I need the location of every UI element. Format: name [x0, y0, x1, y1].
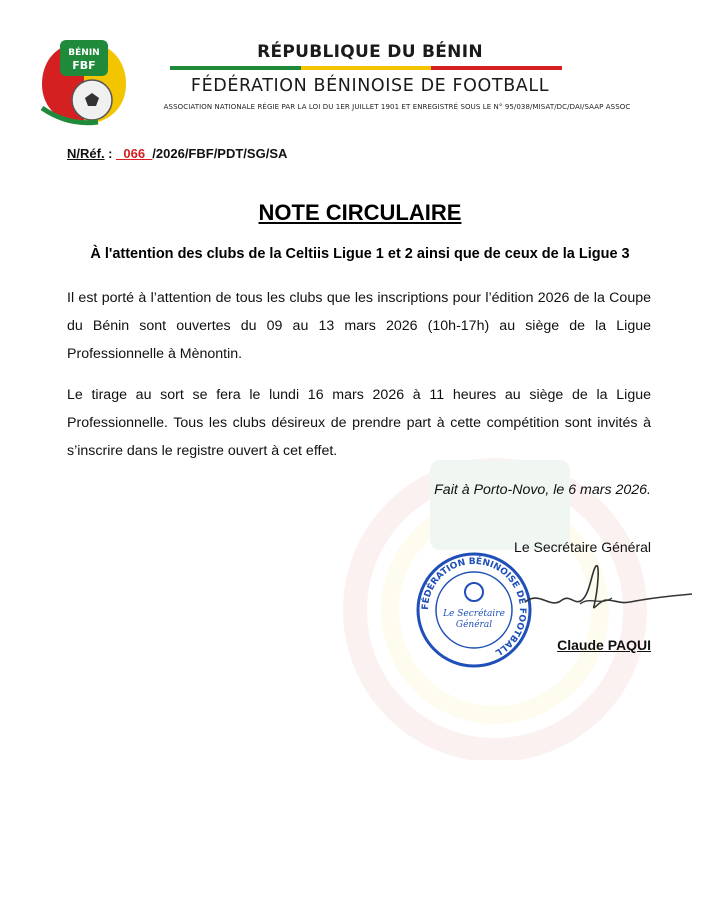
svg-text:BÉNIN: BÉNIN — [68, 48, 100, 58]
signatory-role: Le Secrétaire Général — [514, 539, 651, 555]
svg-text:Général: Général — [455, 620, 493, 630]
header-republic-title: RÉPUBLIQUE DU BÉNIN — [257, 42, 483, 62]
reference-label: N/Réf. — [67, 146, 105, 161]
document-subtitle: À l'attention des clubs de la Celtiis Ligue 1 et 2 ainsi que de ceux de la Ligue 3 — [90, 246, 630, 262]
official-stamp-icon — [414, 550, 534, 670]
reference-suffix: /2026/FBF/PDT/SG/SA — [152, 146, 288, 161]
svg-text:FÉDÉRATION BÉNINOISE DE FOOTBA: FÉDÉRATION BÉNINOISE DE FOOTBALL — [420, 556, 528, 658]
header-federation-title: FÉDÉRATION BÉNINOISE DE FOOTBALL — [190, 76, 550, 96]
fbf-logo-icon — [38, 38, 130, 128]
handwritten-signature-icon — [520, 560, 695, 620]
flag-stripe — [170, 66, 562, 70]
place-date: Fait à Porto-Novo, le 6 mars 2026. — [434, 482, 651, 498]
paragraph-registration: Il est porté à l’attention de tous les clubs que les inscriptions pour l’édition 2026 de la Coupe du Bénin sont ouvertes du 09 au 13 mars 2026 (10h-17h) au siège de la Ligue Professionnelle à Mènontin. — [67, 290, 651, 362]
header-association-subtitle: ASSOCIATION NATIONALE RÉGIE PAR LA LOI DU 1ER JUILLET 1901 ET ENREGISTRÉ SOUS LE N° 95/038/MISAT/DC/DAI/SAAP ASSOC — [163, 103, 631, 111]
signatory-name: Claude PAQUI — [557, 637, 651, 653]
reference-number: N/Réf. : _066_/2026/FBF/PDT/SG/SA — [67, 146, 288, 161]
reference-index: _066_ — [116, 146, 153, 161]
document-title: NOTE CIRCULAIRE — [258, 200, 462, 225]
svg-text:FBF: FBF — [72, 59, 96, 72]
svg-text:Le Secrétaire: Le Secrétaire — [443, 609, 505, 619]
paragraph-draw: Le tirage au sort se fera le lundi 16 mars 2026 à 11 heures au siège de la Ligue Professionnelle. Tous les clubs désireux de prendre part à cette compétition sont invités à s’inscrire dans le registre ouvert à cet effet. — [67, 387, 651, 459]
